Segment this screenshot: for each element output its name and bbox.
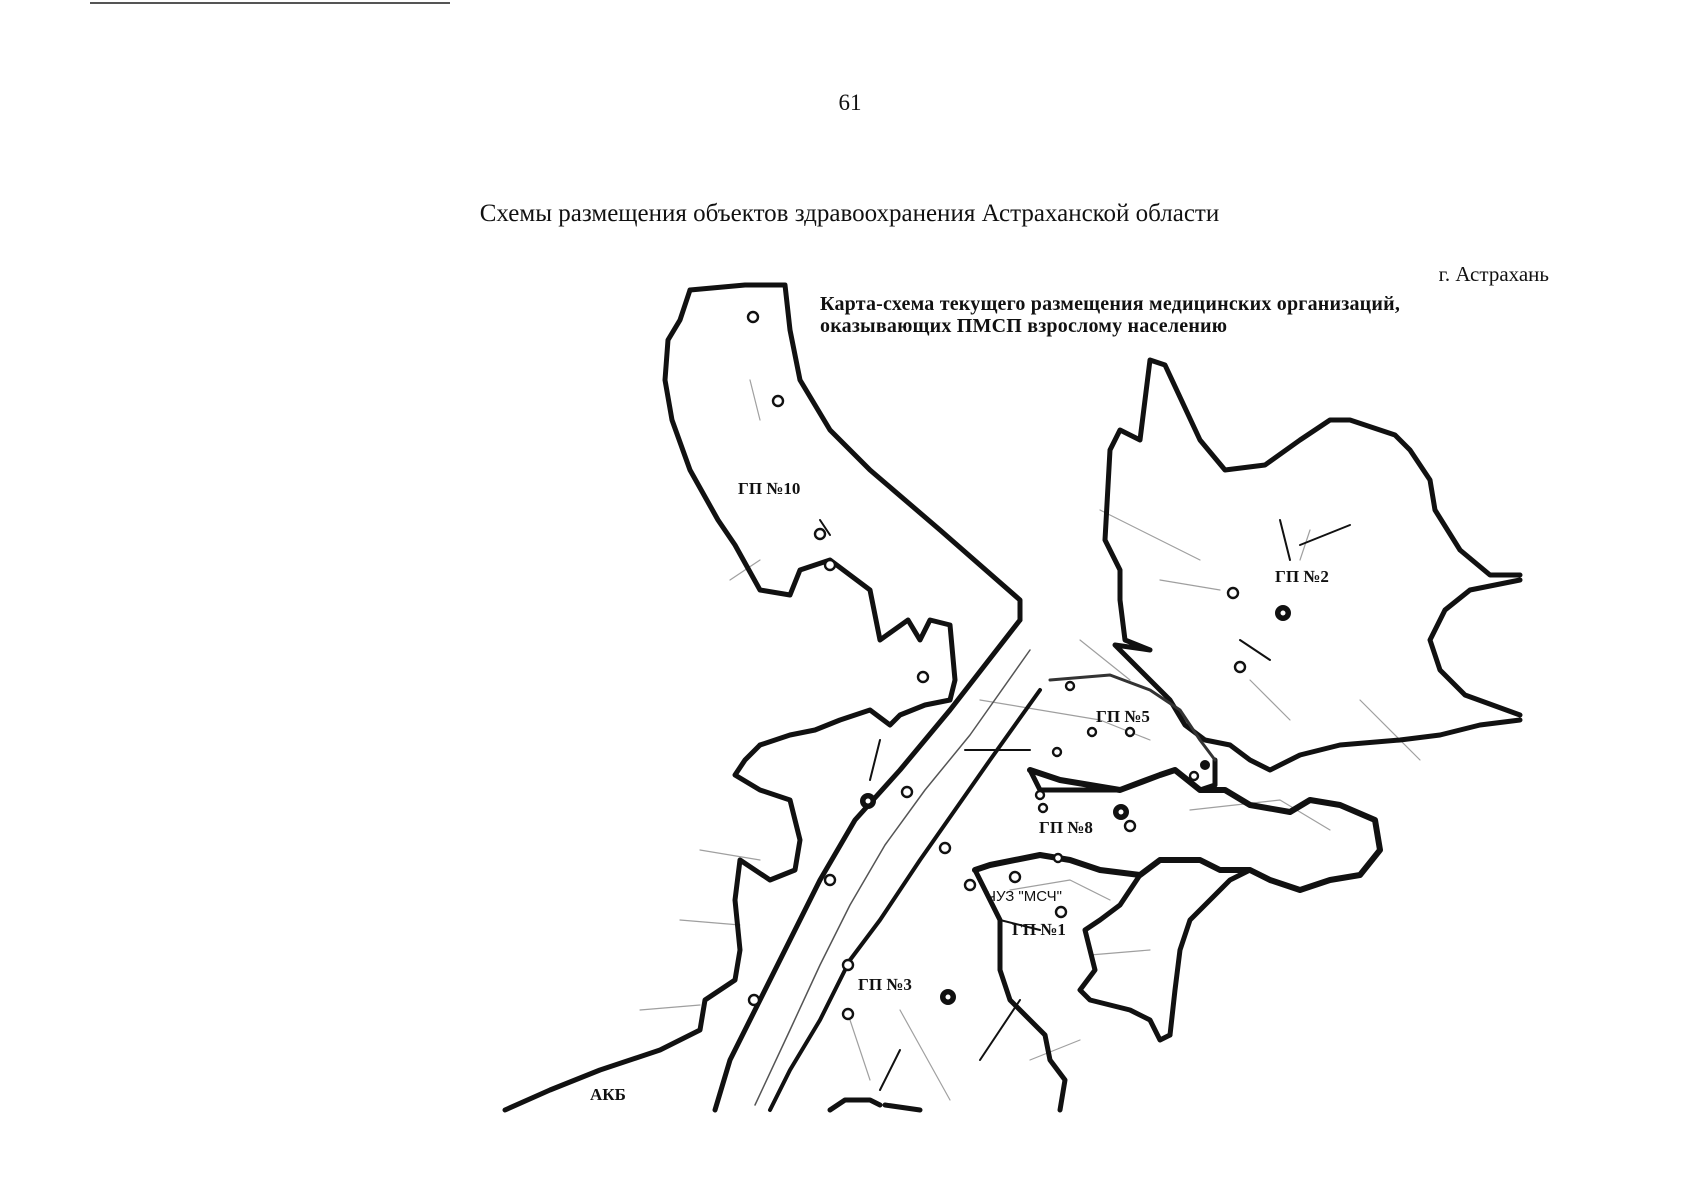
facility-marker (1088, 728, 1096, 736)
facility-marker (940, 843, 950, 853)
facility-marker (1125, 821, 1135, 831)
thin-road-4 (980, 1000, 1020, 1060)
facility-marker (1126, 728, 1134, 736)
facility-marker (1228, 588, 1238, 598)
zone-boundary-gp8-north (1030, 760, 1215, 790)
thin-road-3 (870, 740, 880, 780)
river-centerline (755, 650, 1030, 1105)
zone-boundary-gp8 (975, 770, 1380, 890)
city-label: г. Астрахань (1438, 262, 1549, 286)
facility-marker (843, 1009, 853, 1019)
facility-marker (748, 312, 758, 322)
thin-road-6 (1300, 525, 1350, 545)
zone-boundary-gp1-east (1080, 875, 1170, 1040)
facility-marker (815, 529, 825, 539)
map-title-line1: Карта-схема текущего размещения медицинских организаций, (820, 293, 1401, 315)
facility-marker (773, 396, 783, 406)
river-west-bank (715, 620, 1020, 1110)
zone-boundary-gp1-east2 (1170, 870, 1250, 1035)
zone-label-chuz: ЧУЗ "МСЧ" (986, 888, 1062, 905)
facility-marker (902, 787, 912, 797)
zone-label-akb: АКБ (590, 1085, 626, 1104)
facility-marker (1190, 772, 1198, 780)
map-title-line2: оказывающих ПМСП взрослому населению (820, 315, 1228, 337)
page-number: 61 (838, 90, 862, 115)
facility-marker (1056, 907, 1066, 917)
bottom-road-stub (830, 1100, 920, 1110)
facility-marker (825, 875, 835, 885)
zone-label-gp8: ГП №8 (1039, 818, 1093, 837)
facility-marker (1235, 662, 1245, 672)
facility-marker (1066, 682, 1074, 690)
thin-road-7 (1240, 640, 1270, 660)
facility-marker (1053, 748, 1061, 756)
facility-marker (1054, 854, 1062, 862)
zone-boundary-gp10 (690, 285, 1020, 620)
zone-label-gp2: ГП №2 (1275, 567, 1329, 586)
main-facility-marker (1201, 761, 1209, 769)
facility-marker (1010, 872, 1020, 882)
thin-road-8 (1280, 520, 1290, 560)
thin-road-5 (880, 1050, 900, 1090)
facility-marker (843, 960, 853, 970)
document-title: Схемы размещения объектов здравоохранения Астраханской области (479, 200, 1220, 227)
zone-boundary-gp1 (975, 870, 1065, 1110)
facility-marker (918, 672, 928, 682)
zone-label-gp5: ГП №5 (1096, 707, 1150, 726)
facility-marker (1039, 804, 1047, 812)
main-facility-markers (861, 606, 1290, 1004)
zone-label-gp10: ГП №10 (738, 479, 801, 498)
zone-boundary-southwest (505, 745, 800, 1110)
facility-marker (965, 880, 975, 890)
zone-label-gp3: ГП №3 (858, 975, 912, 994)
zone-boundary-gp10-west (665, 290, 955, 745)
facility-marker (1036, 791, 1044, 799)
facility-marker (749, 995, 759, 1005)
zone-boundary-gp2 (1105, 360, 1520, 770)
facility-marker (825, 560, 835, 570)
zone-label-gp1: ГП №1 (1012, 920, 1066, 939)
